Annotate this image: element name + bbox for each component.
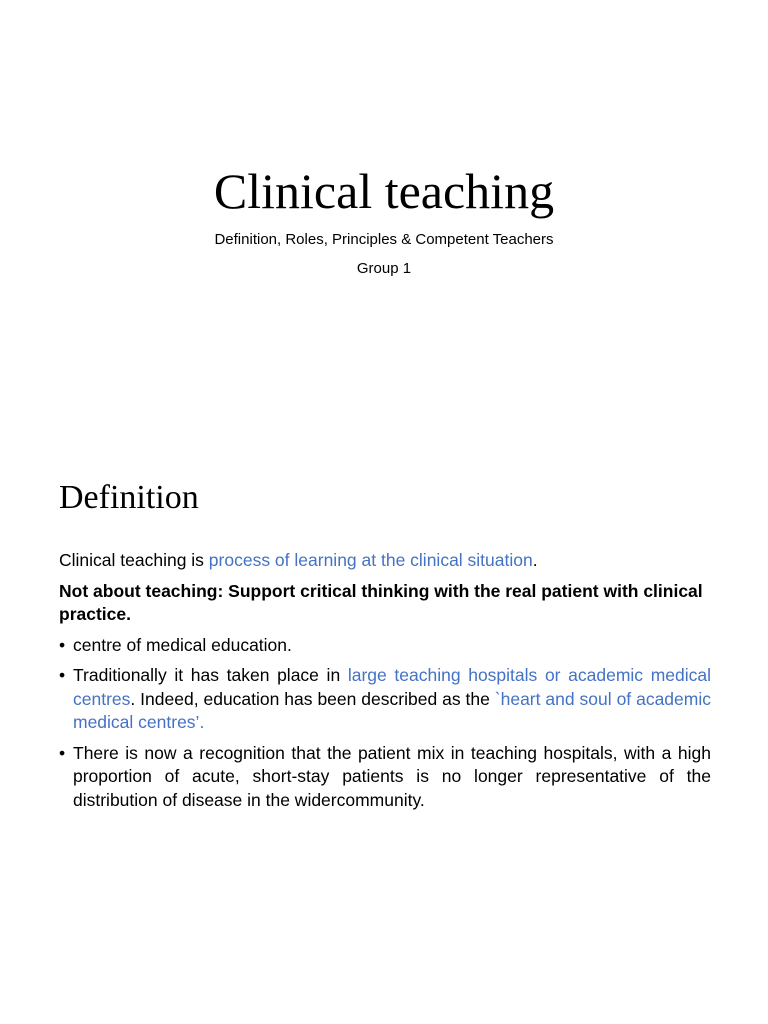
bullet-text: centre of medical education.: [73, 634, 292, 655]
bullet-icon: •: [59, 742, 66, 763]
slide-body: [59, 549, 711, 819]
slide-title: Clinical teaching: [213, 163, 555, 219]
bullet-icon: •: [59, 634, 66, 655]
bullet-item: [59, 742, 711, 813]
definition-highlight: process of learning at the clinical situation: [208, 550, 533, 570]
bold-statement: Not about teaching: Support critical thinking with the real patient with clinical practice.: [59, 580, 703, 624]
bullet-text-prefix: Traditionally it has taken place in: [73, 665, 348, 685]
section-heading: Definition: [59, 479, 199, 516]
bullet-icon: •: [59, 665, 66, 685]
definition-suffix: .: [532, 550, 538, 570]
bullet-text: There is now a recognition that the patient mix in teaching hospitals, with a high proportion of acute, short-stay patients is no longer representative of the distribution of disease in the widercommunity.: [73, 742, 711, 810]
bullet-text-middle: . Indeed, education has been described as the: [130, 688, 495, 709]
slide-subtitle: Definition, Roles, Principles & Competent Teachers: [214, 231, 554, 248]
bullet-highlight: large teaching hospitals or academic medical centres: [73, 665, 711, 709]
group-label: Group 1: [356, 260, 412, 277]
bullet-quote-highlight: `heart and soul of academic medical centres’.: [73, 688, 711, 732]
definition-prefix: Clinical teaching is: [59, 550, 209, 570]
definition-slide: [0, 432, 768, 1024]
bullet-item: [59, 634, 711, 658]
definition-paragraph: [59, 549, 711, 573]
bullet-item: [59, 664, 711, 735]
title-slide: [0, 0, 768, 432]
